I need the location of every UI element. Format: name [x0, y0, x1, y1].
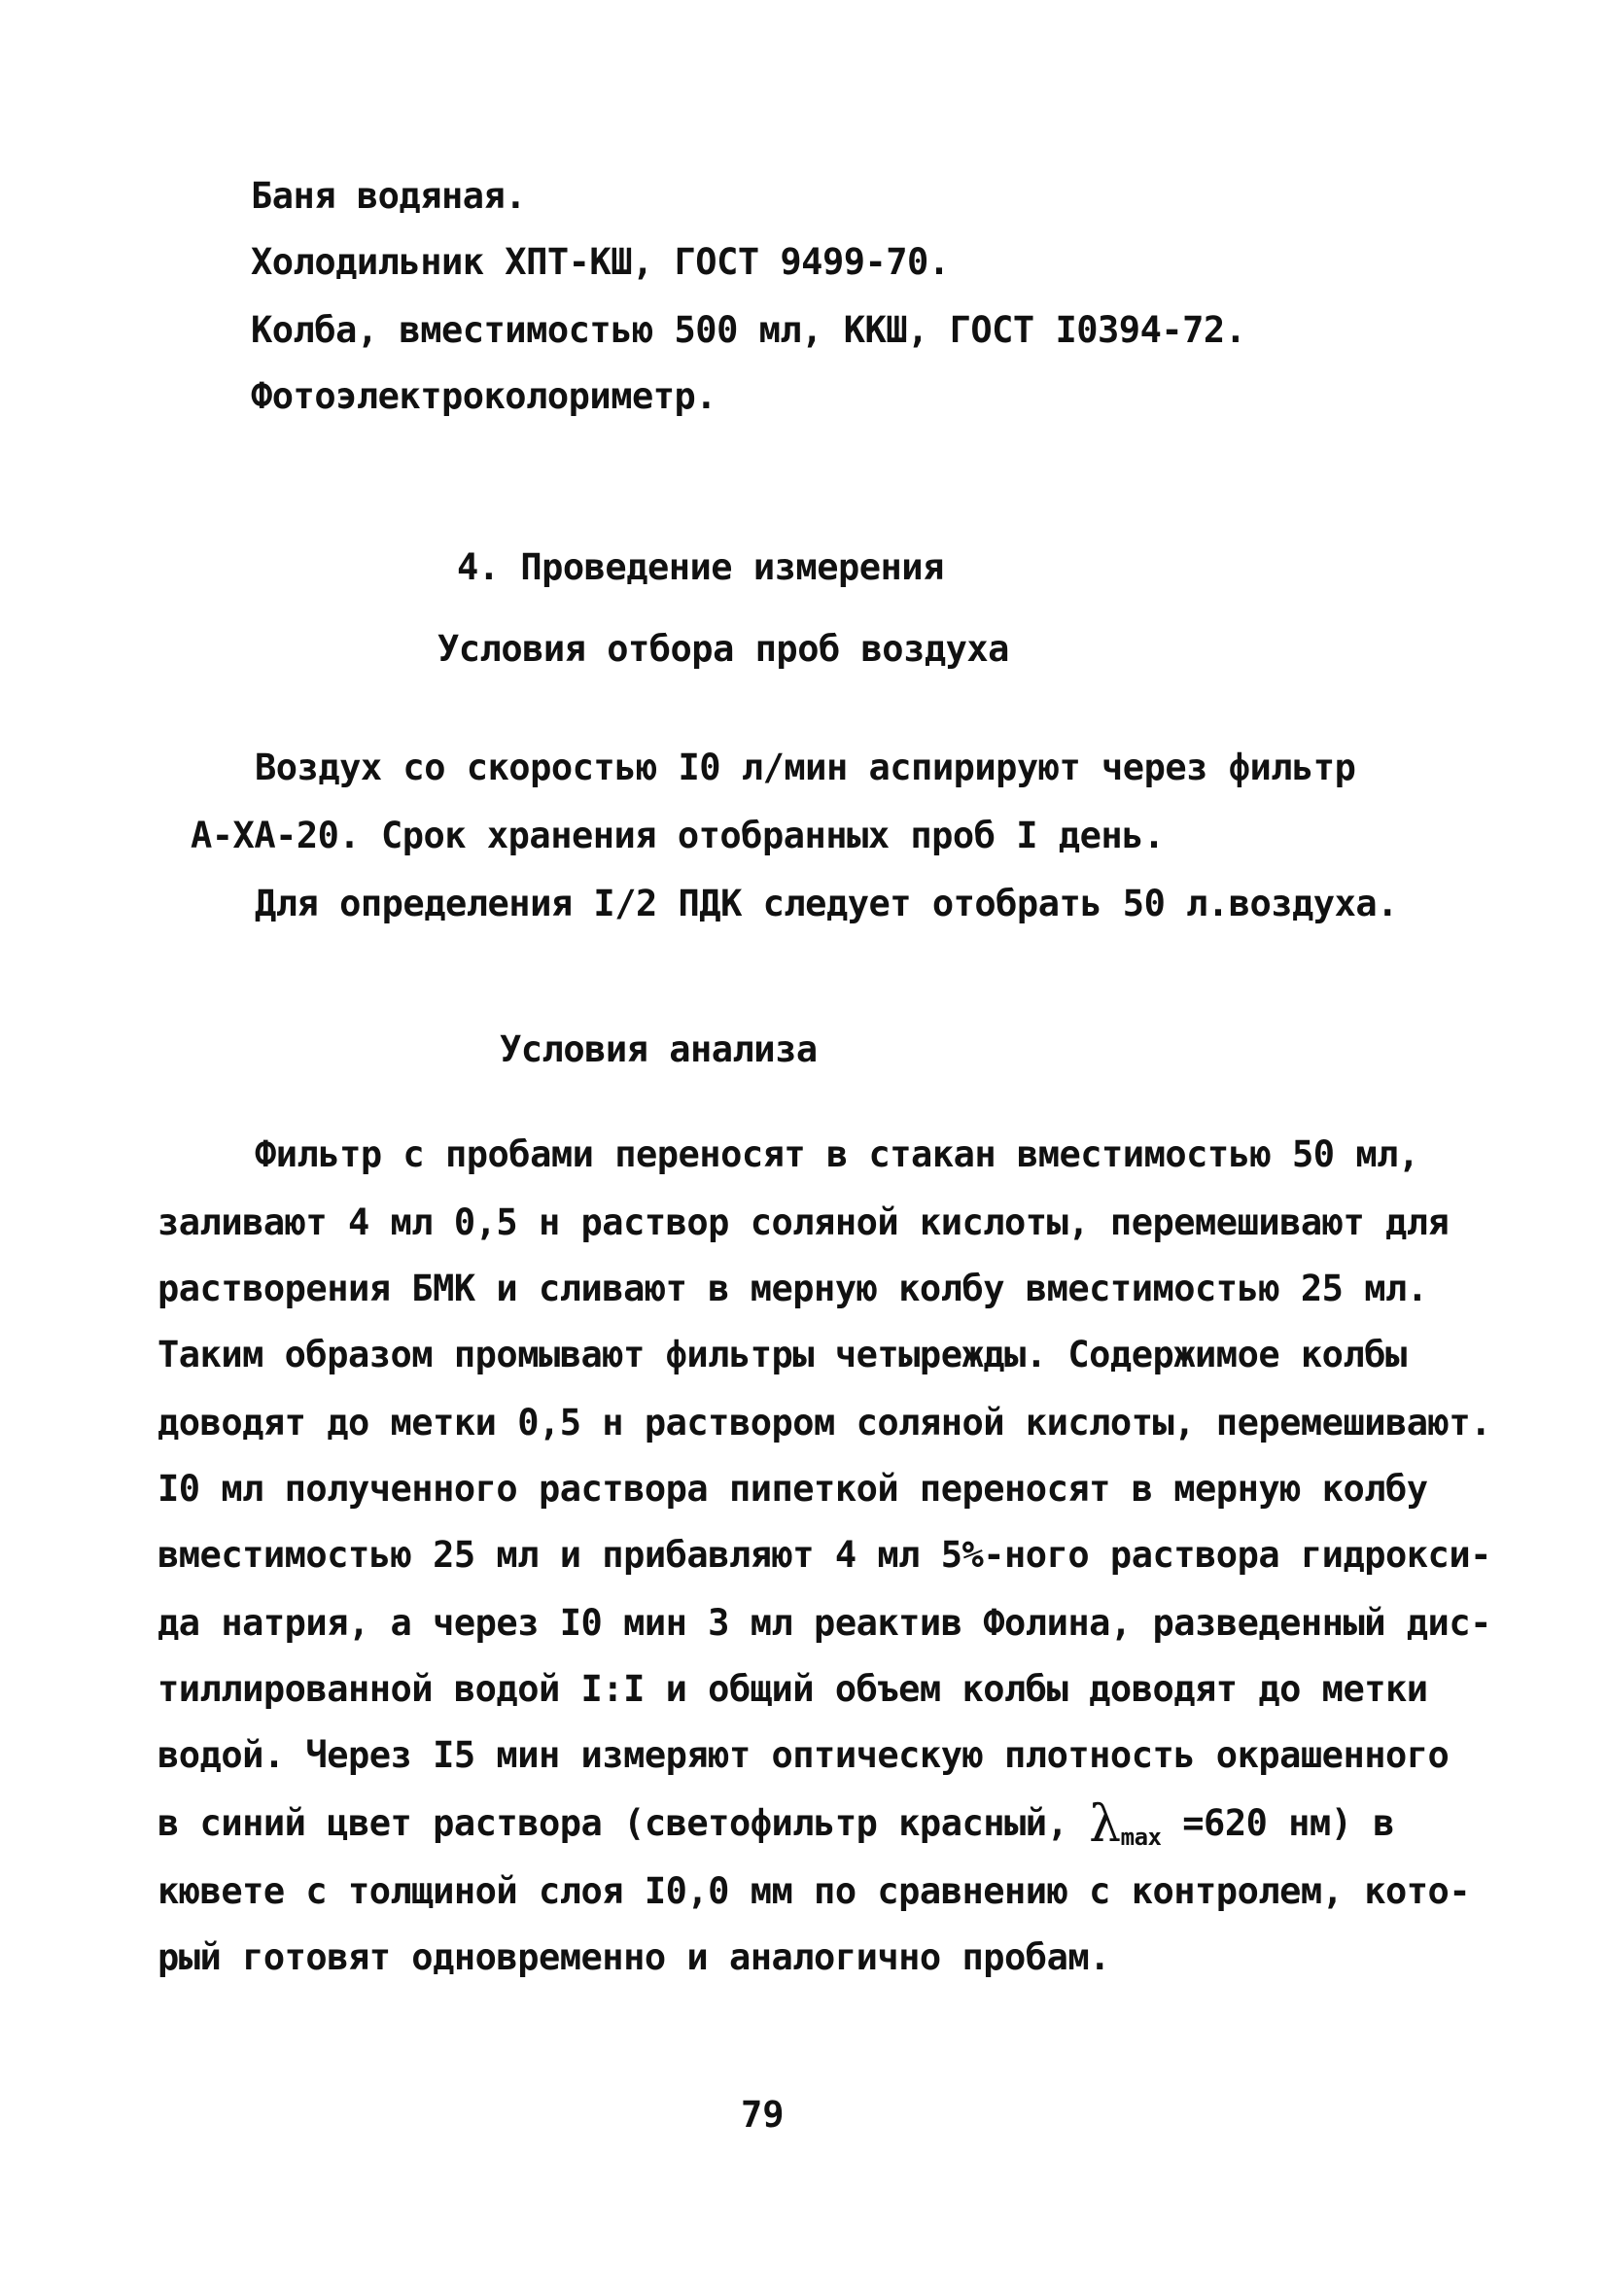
analysis-line-10: водой. Через I5 мин измеряют оптическую плотность окрашенного: [157, 1734, 1450, 1776]
analysis-formula-line: [157, 1795, 1395, 1861]
analysis-line-5: доводят до метки 0,5 н раствором соляной кислоты, перемешивают.: [157, 1402, 1491, 1444]
analysis-line-4: Таким образом промывают фильтры четырежды. Содержимое колбы: [157, 1334, 1407, 1375]
formula-text-before: в синий цвет раствора (светофильтр красный,: [157, 1802, 1068, 1844]
analysis-line-13: рый готовят одновременно и аналогично пробам.: [157, 1936, 1110, 1978]
analysis-line-6: I0 мл полученного раствора пипеткой переносят в мерную колбу: [157, 1468, 1428, 1510]
analysis-line-12: кювете с толщиной слоя I0,0 мм по сравнению с контролем, кото-: [157, 1870, 1471, 1912]
analysis-heading: Условия анализа: [500, 1028, 818, 1070]
formula-text-after: =620 нм) в: [1182, 1802, 1395, 1844]
equipment-line-3: Колба, вместимостью 500 мл, ККШ, ГОСТ I0394-72.: [251, 309, 1246, 351]
section-title: 4. Проведение измерения: [457, 546, 944, 588]
sampling-line-3: Для определения I/2 ПДК следует отобрать 50 л.воздуха.: [255, 883, 1398, 924]
lambda-symbol: λ: [1089, 1795, 1121, 1854]
analysis-line-7: вместимостью 25 мл и прибавляют 4 мл 5%-ного раствора гидрокси-: [157, 1534, 1491, 1576]
analysis-line-9: тиллированной водой I:I и общий объем колбы доводят до метки: [157, 1668, 1428, 1710]
lambda-subscript: max: [1120, 1824, 1162, 1851]
sampling-line-1: Воздух со скоростью I0 л/мин аспирируют через фильтр: [255, 747, 1356, 788]
analysis-line-2: заливают 4 мл 0,5 н раствор соляной кислоты, перемешивают для: [157, 1201, 1450, 1243]
sampling-line-2: А-ХА-20. Срок хранения отобранных проб I день.: [191, 815, 1165, 856]
analysis-line-8: да натрия, а через I0 мин 3 мл реактив Фолина, разведенный дис-: [157, 1602, 1491, 1644]
analysis-line-1: Фильтр с пробами переносят в стакан вместимостью 50 мл,: [255, 1133, 1419, 1175]
equipment-line-4: Фотоэлектроколориметр.: [251, 375, 717, 417]
page-number: 79: [741, 2094, 785, 2136]
equipment-line-1: Баня водяная.: [251, 175, 527, 217]
equipment-line-2: Холодильник ХПТ-КШ, ГОСТ 9499-70.: [251, 241, 950, 283]
sampling-heading: Условия отбора проб воздуха: [437, 628, 1009, 670]
analysis-line-3: растворения БМК и сливают в мерную колбу вместимостью 25 мл.: [157, 1268, 1428, 1309]
